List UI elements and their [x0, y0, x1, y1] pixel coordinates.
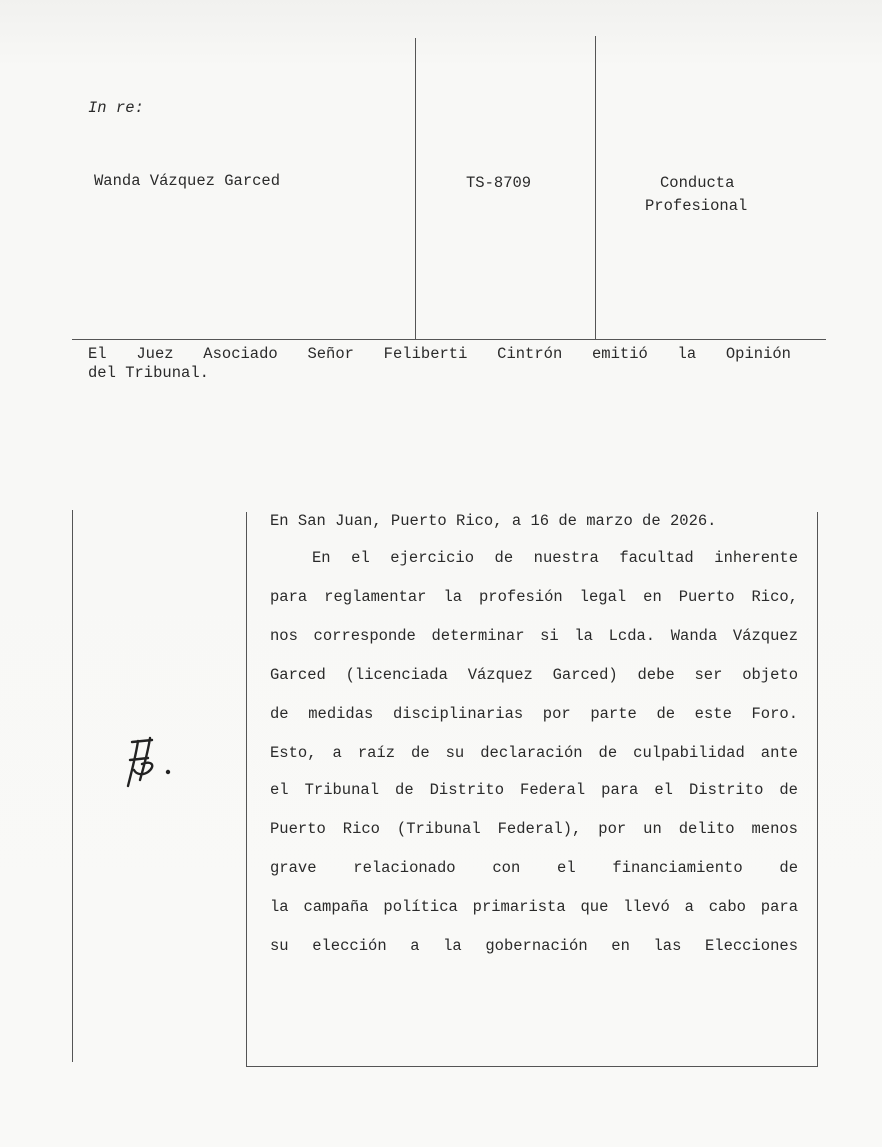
- paragraph-line: grave relacionado con el financiamiento de: [270, 859, 798, 877]
- paragraph-line: Garced (licenciada Vázquez Garced) debe ser objeto: [270, 666, 798, 684]
- paragraph-line: Puerto Rico (Tribunal Federal), por un delito menos: [270, 820, 798, 838]
- case-number: TS-8709: [466, 174, 532, 192]
- paragraph-line: Esto, a raíz de su declaración de culpabilidad ante: [270, 744, 798, 762]
- body-frame-right: [817, 512, 818, 1067]
- caption-divider-left: [415, 38, 416, 340]
- paragraph-line: el Tribunal de Distrito Federal para el Distrito de: [270, 781, 798, 799]
- in-re-label: In re:: [88, 99, 144, 117]
- place-date: En San Juan, Puerto Rico, a 16 de marzo de 2026.: [270, 512, 717, 530]
- paragraph-line: En el ejercicio de nuestra facultad inherente: [312, 549, 798, 567]
- caption-divider-right: [595, 36, 596, 340]
- body-frame-left: [246, 512, 247, 1067]
- paragraph-line: de medidas disciplinarias por parte de este Foro.: [270, 705, 798, 723]
- body-frame-bottom: [246, 1066, 818, 1067]
- paragraph-line: su elección a la gobernación en las Elecciones: [270, 937, 798, 955]
- margin-rule-left: [72, 510, 73, 1062]
- caption-bottom-rule: [72, 339, 826, 340]
- party-name: Wanda Vázquez Garced: [94, 172, 281, 190]
- matter-line-2: Profesional: [645, 197, 748, 215]
- paragraph-line: para reglamentar la profesión legal en Puerto Rico,: [270, 588, 798, 606]
- author-note-line-2: del Tribunal.: [88, 364, 209, 382]
- paragraph-line: la campaña política primarista que llevó a cabo para: [270, 898, 798, 916]
- matter-line-1: Conducta: [660, 174, 735, 192]
- handwritten-initials: [118, 730, 188, 790]
- paragraph-line: nos corresponde determinar si la Lcda. Wanda Vázquez: [270, 627, 798, 645]
- author-note-line-1: El Juez Asociado Señor Feliberti Cintrón emitió la Opinión: [88, 345, 791, 363]
